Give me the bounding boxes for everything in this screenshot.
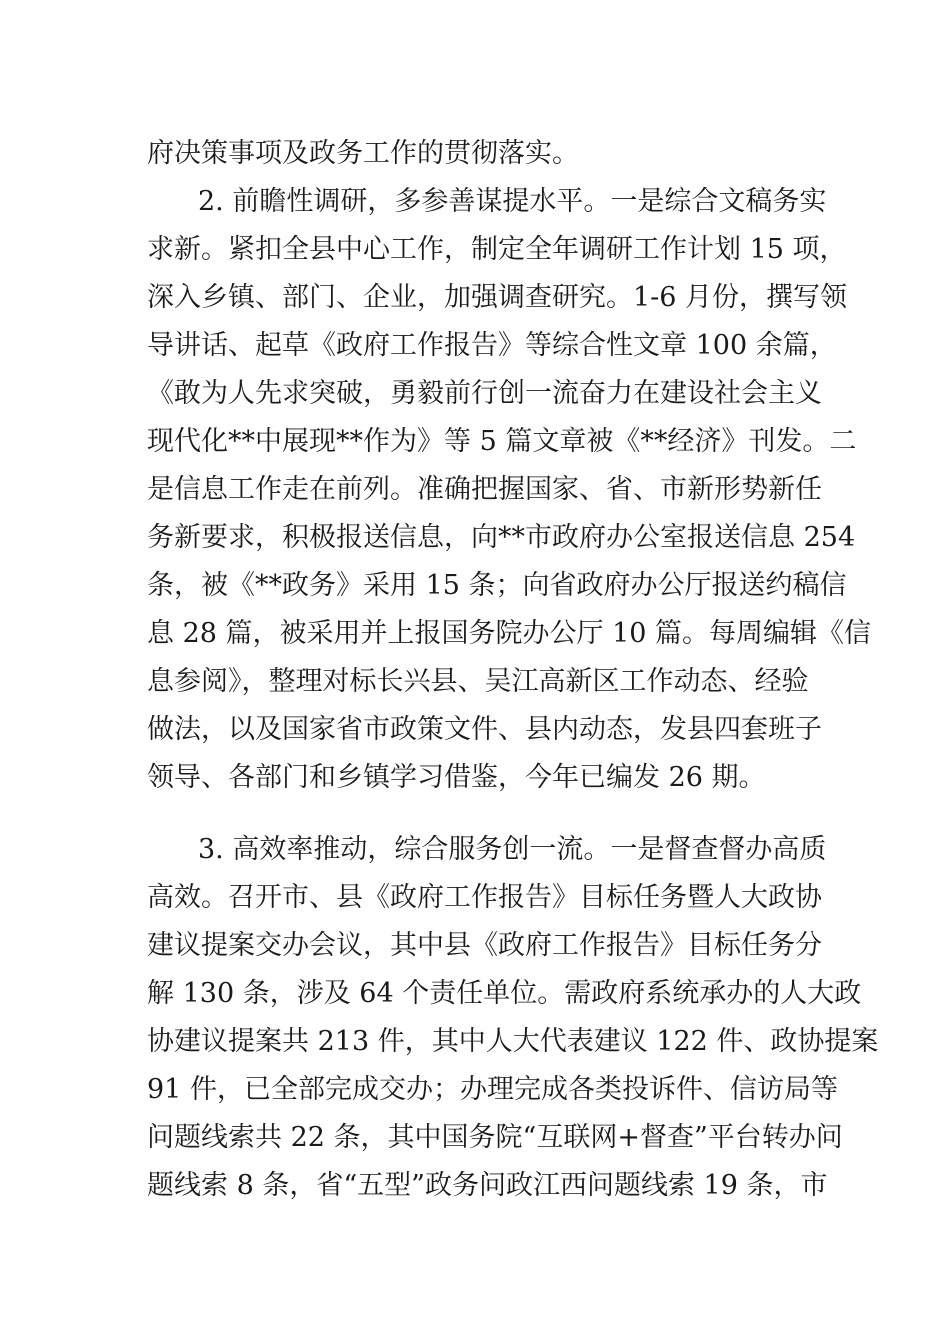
text-line	[0, 878, 950, 918]
text-line-content: 《敢为人先求突破，勇毅前行创一流奋力在建设社会主义	[147, 378, 822, 409]
paragraph-heading-line	[0, 830, 950, 870]
text-line-content: 2. 前瞻性调研，多参善谋提水平。一是综合文稿务实	[198, 186, 827, 217]
text-line-content: 务新要求，积极报送信息，向**市政府办公室报送信息 254	[147, 522, 856, 553]
text-line-content: 深入乡镇、部门、企业，加强调查研究。1-6 月份，撰写领	[147, 282, 848, 313]
text-line-content: 息参阅》，整理对标长兴县、吴江高新区工作动态、经验	[147, 666, 809, 697]
text-line-content: 3. 高效率推动，综合服务创一流。一是督查督办高质	[198, 834, 827, 865]
text-line	[0, 926, 950, 966]
text-line	[0, 374, 950, 414]
text-line	[0, 566, 950, 606]
text-line	[0, 278, 950, 318]
text-line	[0, 974, 950, 1014]
text-line-content: 做法，以及国家省市政策文件、县内动态，发县四套班子	[147, 714, 822, 745]
text-line-content: 解 130 条，涉及 64 个责任单位。需政府系统承办的人大政	[147, 978, 862, 1009]
text-line	[0, 614, 950, 654]
text-line	[0, 230, 950, 270]
text-line	[0, 134, 950, 174]
text-line-content: 91 件，已全部完成交办；办理完成各类投诉件、信访局等	[147, 1074, 838, 1105]
text-line-content: 建议提案交办会议，其中县《政府工作报告》目标任务分	[147, 930, 822, 961]
text-line	[0, 758, 950, 798]
text-line	[0, 1118, 950, 1158]
text-line	[0, 710, 950, 750]
text-line-content: 导讲话、起草《政府工作报告》等综合性文章 100 余篇，	[147, 330, 837, 361]
text-line-content: 息 28 篇，被采用并上报国务院办公厅 10 篇。每周编辑《信	[147, 618, 872, 649]
text-line-content: 条，被《**政务》采用 15 条；向省政府办公厅报送约稿信	[147, 570, 847, 601]
text-line	[0, 518, 950, 558]
text-line	[0, 470, 950, 510]
text-line-content: 求新。紧扣全县中心工作，制定全年调研工作计划 15 项，	[147, 234, 847, 265]
text-line	[0, 662, 950, 702]
text-line	[0, 1166, 950, 1206]
text-line-content: 问题线索共 22 条，其中国务院“互联网+督查”平台转办问	[147, 1122, 843, 1153]
text-line	[0, 326, 950, 366]
text-line-content: 协建议提案共 213 件，其中人大代表建议 122 件、政协提案	[147, 1026, 879, 1057]
text-line-content: 现代化**中展现**作为》等 5 篇文章被《**经济》刊发。二	[147, 426, 857, 457]
text-line-content: 题线索 8 条，省“五型”政务问政江西问题线索 19 条，市	[147, 1170, 828, 1201]
text-line	[0, 422, 950, 462]
paragraph-heading-line	[0, 182, 950, 222]
text-line-content: 府决策事项及政务工作的贯彻落实。	[147, 138, 579, 169]
text-line	[0, 1022, 950, 1062]
text-line	[0, 1070, 950, 1110]
text-line-content: 领导、各部门和乡镇学习借鉴，今年已编发 26 期。	[147, 762, 766, 793]
text-line-content: 是信息工作走在前列。准确把握国家、省、市新形势新任	[147, 474, 822, 505]
text-line-content: 高效。召开市、县《政府工作报告》目标任务暨人大政协	[147, 882, 822, 913]
